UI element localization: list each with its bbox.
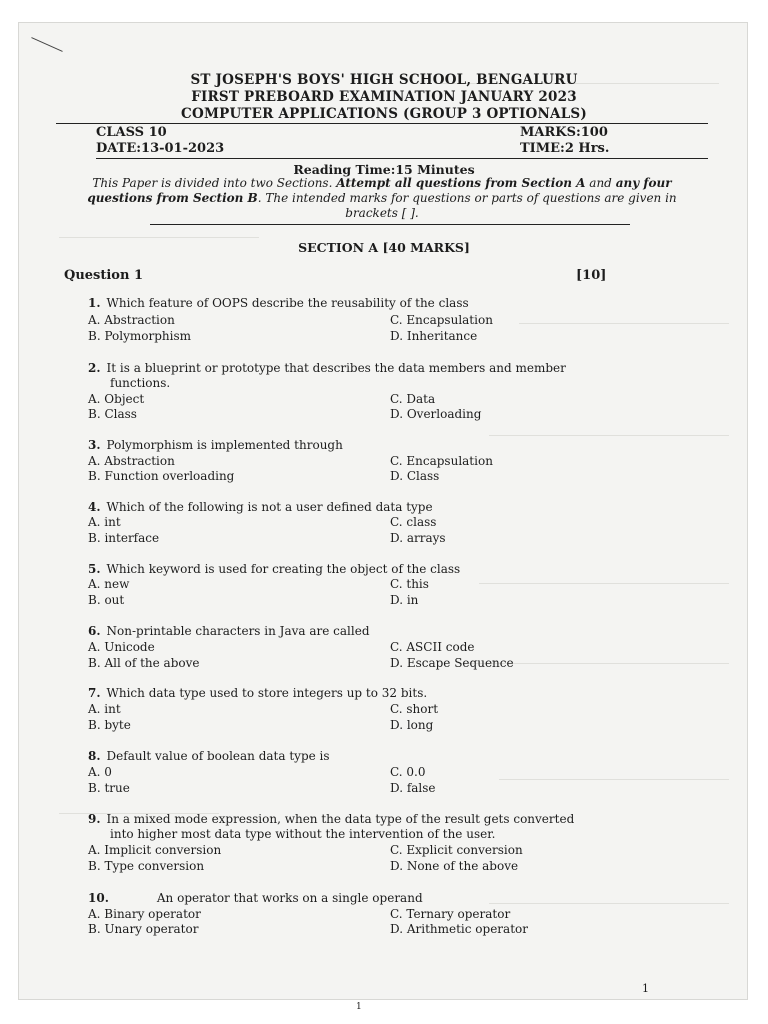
exam-header — [0, 72, 768, 123]
instructions-emphasis: any four questions from Section B — [87, 176, 672, 205]
question-number: 8. — [88, 749, 101, 763]
question-item — [88, 296, 648, 311]
question-item — [88, 812, 668, 842]
instructions — [60, 176, 704, 221]
question-number: 2. — [88, 361, 101, 375]
bleed-through-line — [479, 583, 729, 584]
bleed-through-line — [489, 435, 729, 436]
question-stem: Which feature of OOPS describe the reusability of the class — [106, 296, 469, 310]
question-stem-continued: functions. — [110, 376, 171, 390]
exam-title: FIRST PREBOARD EXAMINATION JANUARY 2023 — [191, 89, 577, 105]
option-a: A. 0 — [88, 765, 112, 779]
question-marks: [10] — [576, 268, 607, 283]
option-a: A. Abstraction — [88, 313, 175, 327]
option-b: B. out — [88, 593, 125, 607]
question-stem: Non-printable characters in Java are called — [106, 624, 370, 638]
question-number: 9. — [88, 812, 101, 826]
option-a: A. Unicode — [88, 640, 155, 654]
question-number: 10. — [88, 891, 109, 905]
question-item — [88, 891, 648, 906]
option-d: D. None of the above — [390, 859, 519, 873]
option-d: D. false — [390, 781, 436, 795]
instructions-text: . The intended marks for questions or parts of questions are given in brackets [ ]. — [257, 191, 677, 220]
option-c: C. 0.0 — [390, 765, 426, 779]
instructions-text: and — [585, 176, 616, 190]
option-b: B. Unary operator — [88, 922, 199, 936]
question-number: 4. — [88, 500, 101, 514]
meta-rule — [96, 158, 708, 159]
bleed-through-line — [499, 779, 729, 780]
question-stem-continued: into higher most data type without the intervention of the user. — [110, 827, 496, 841]
option-d: D. Overloading — [390, 407, 482, 421]
option-d: D. Escape Sequence — [390, 656, 514, 670]
option-d: D. in — [390, 593, 419, 607]
bleed-through-line — [59, 237, 259, 238]
question-item — [88, 686, 648, 701]
option-c: C. Ternary operator — [390, 907, 511, 921]
option-b: B. true — [88, 781, 130, 795]
option-a: A. int — [88, 702, 121, 716]
option-a: A. int — [88, 515, 121, 529]
question-stem: Which data type used to store integers up to 32 bits. — [106, 686, 428, 700]
option-b: B. interface — [88, 531, 160, 545]
time-label: TIME:2 Hrs. — [520, 141, 610, 156]
question-item — [88, 500, 648, 515]
class-label: CLASS 10 — [96, 125, 167, 140]
footer-mark: 1 — [356, 1002, 362, 1012]
question-stem: Polymorphism is implemented through — [106, 438, 343, 452]
instructions-rule — [150, 224, 630, 225]
subject-title: COMPUTER APPLICATIONS (GROUP 3 OPTIONALS) — [181, 106, 587, 122]
option-a: A. Binary operator — [88, 907, 201, 921]
question-stem: Which of the following is not a user defined data type — [106, 500, 433, 514]
question-stem: In a mixed mode expression, when the data type of the result gets converted — [106, 812, 575, 826]
option-b: B. All of the above — [88, 656, 200, 670]
header-rule — [56, 123, 708, 124]
option-d: D. Class — [390, 469, 440, 483]
option-a: A. Object — [88, 392, 145, 406]
option-a: A. Abstraction — [88, 454, 175, 468]
question-number: 5. — [88, 562, 101, 576]
question-number: 6. — [88, 624, 101, 638]
option-b: B. Type conversion — [88, 859, 205, 873]
option-b: B. Polymorphism — [88, 329, 192, 343]
option-b: B. byte — [88, 718, 131, 732]
option-d: D. Inheritance — [390, 329, 478, 343]
question-stem: Which keyword is used for creating the object of the class — [106, 562, 461, 576]
option-c: C. Encapsulation — [390, 313, 493, 327]
page-number: 1 — [642, 982, 649, 995]
marks-label: MARKS:100 — [520, 125, 608, 140]
question-item — [88, 749, 648, 764]
option-d: D. long — [390, 718, 434, 732]
school-name: ST JOSEPH'S BOYS' HIGH SCHOOL, BENGALURU — [190, 72, 578, 88]
instructions-text: This Paper is divided into two Sections. — [92, 176, 337, 190]
option-c: C. ASCII code — [390, 640, 475, 654]
question-item — [88, 624, 648, 639]
question-stem: Default value of boolean data type is — [106, 749, 330, 763]
option-a: A. new — [88, 577, 130, 591]
question-number: 1. — [88, 296, 101, 310]
option-c: C. Data — [390, 392, 436, 406]
question-item — [88, 361, 648, 391]
option-c: C. short — [390, 702, 439, 716]
instructions-emphasis: Attempt all questions from Section A — [336, 176, 586, 190]
question-stem: It is a blueprint or prototype that describes the data members and member — [106, 361, 566, 375]
option-b: B. Function overloading — [88, 469, 235, 483]
question-item — [88, 562, 648, 577]
question-number: 7. — [88, 686, 101, 700]
option-d: D. Arithmetic operator — [390, 922, 528, 936]
option-c: C. class — [390, 515, 437, 529]
question-heading: Question 1 — [64, 268, 144, 283]
option-a: A. Implicit conversion — [88, 843, 222, 857]
option-c: C. Explicit conversion — [390, 843, 523, 857]
section-title: SECTION A [40 MARKS] — [298, 240, 470, 255]
question-stem: An operator that works on a single operand — [156, 891, 423, 905]
question-item — [88, 438, 648, 453]
option-d: D. arrays — [390, 531, 446, 545]
bleed-through-line — [519, 323, 729, 324]
option-c: C. Encapsulation — [390, 454, 493, 468]
option-c: C. this — [390, 577, 429, 591]
reading-time: Reading Time:15 Minutes — [293, 162, 475, 177]
option-b: B. Class — [88, 407, 137, 421]
question-number: 3. — [88, 438, 101, 452]
date-label: DATE:13-01-2023 — [96, 141, 225, 156]
